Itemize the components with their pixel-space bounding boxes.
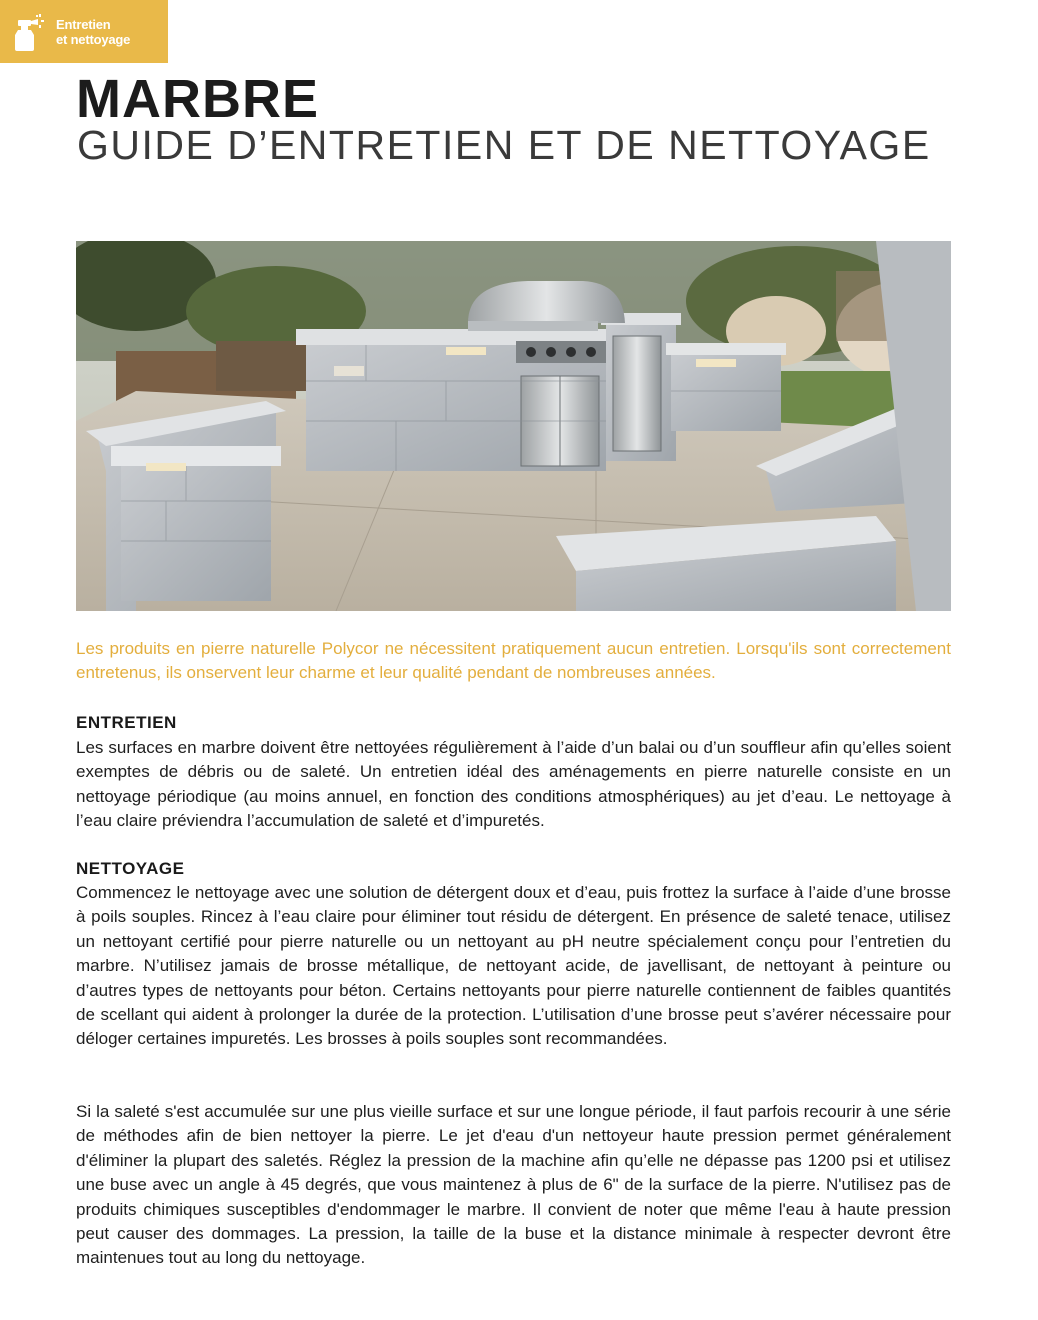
nettoyage-paragraph-2: Si la saleté s'est accumulée sur une plus vieille surface et sur une longue période, il faut parfois recourir à une série de méthodes afin de bien nettoyer la pierre. Le jet d'eau d'un nettoyeur haute pression permet généralement d'éliminer la plupart des saletés. Réglez la pression de la machine afin qu’elle ne dépasse pas 1200 psi et utilisez une buse avec un angle à 45 degrés, que vous maintenez à plus de 6" de la surface de la pierre. N'utilisez pas de produits chimiques susceptibles d'endommager le marbre. Il convient de noter que même l'eau à haute pression peut causer des dommages. La pression, la taille de la buse et la distance minimale à respecter devront être maintenues tout au long du nettoyage.	[76, 1102, 951, 1268]
spray-bottle-icon	[14, 13, 44, 51]
badge-label-line2: et nettoyage	[56, 32, 131, 47]
entretien-heading: ENTRETIEN	[76, 713, 177, 732]
category-badge	[0, 0, 168, 63]
intro-paragraph: Les produits en pierre naturelle Polycor ne nécessitent pratiquement aucun entretien. Lorsqu'ils sont correctement entretenus, ils onservent leur charme et leur qualité pendant de nombreuses années.	[76, 639, 951, 682]
badge-label-line1: Entretien	[56, 17, 111, 32]
badge-label	[56, 17, 130, 47]
page-subtitle: GUIDE D’ENTRETIEN ET DE NETTOYAGE	[77, 122, 931, 168]
page-title: MARBRE	[76, 69, 319, 129]
entretien-paragraph: Les surfaces en marbre doivent être nettoyées régulièrement à l’aide d’un balai ou d’un souffleur afin qu’elles soient exemptes de débris ou de saleté. Un entretien idéal des aménagements en pierre naturelle consiste en un nettoyage périodique (au moins annuel, en fonction des conditions atmosphériques) au jet d’eau. Le nettoyage à l’eau claire préviendra l’accumulation de saleté et d’impuretés.	[76, 738, 951, 831]
nettoyage-paragraph-1: Commencez le nettoyage avec une solution de détergent doux et d’eau, puis frottez la surface à l’aide d’une brosse à poils souples. Rincez à l’eau claire pour éliminer tout résidu de détergent. En présence de saleté tenace, utilisez un nettoyant certifié pour pierre naturelle ou un nettoyant au pH neutre spécialement conçu pour l’entretien du marbre. N’utilisez jamais de brosse métallique, de nettoyant acide, de javellisant, de nettoyant à peinture ou d’autres types de nettoyants pour béton. Certains nettoyants pour pierre naturelle contiennent de faibles quantités de scellant qui aident à prolonger la durée de la protection. L’utilisation d’une brosse peut s’avérer nécessaire pour déloger certaines impuretés. Les brosses à poils souples sont recommandées.	[76, 883, 951, 1049]
outdoor-kitchen-photo	[76, 241, 951, 611]
nettoyage-heading: NETTOYAGE	[76, 859, 185, 878]
